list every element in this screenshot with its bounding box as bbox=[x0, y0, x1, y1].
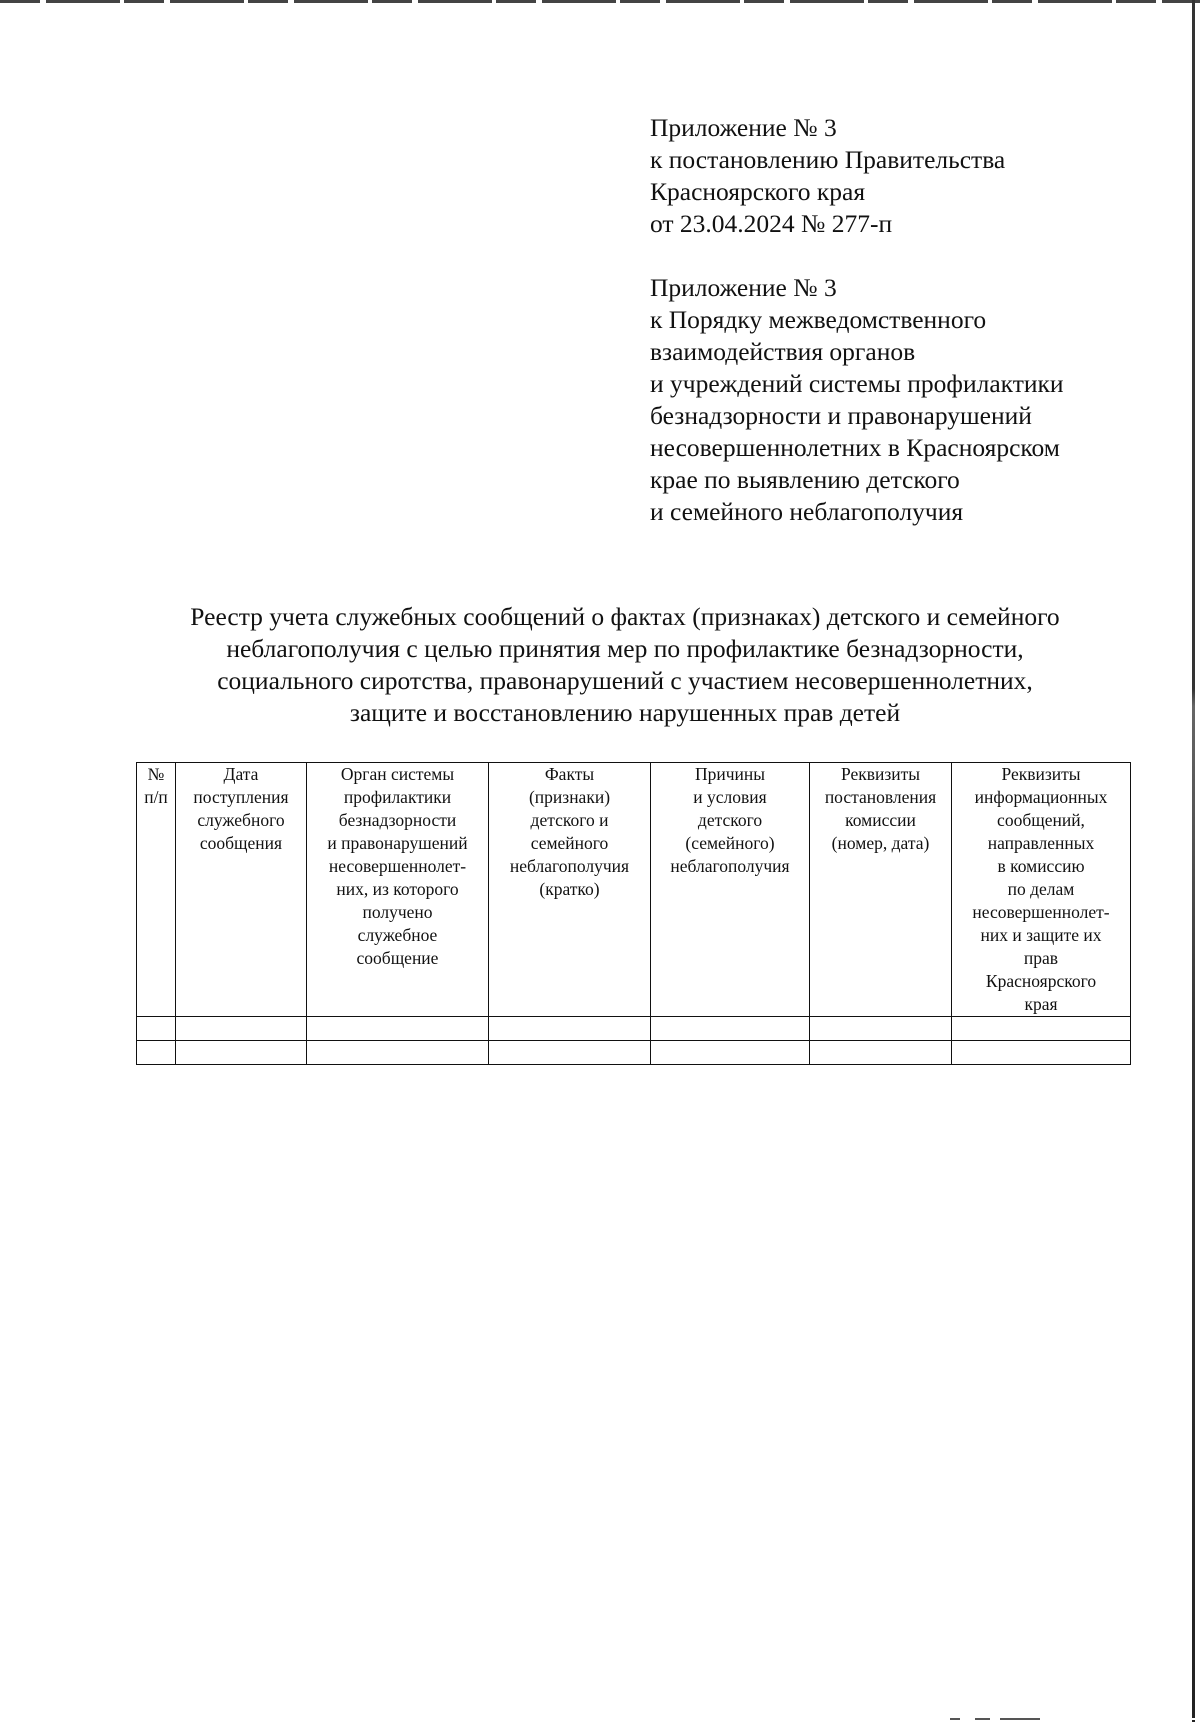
header-line: постановления bbox=[824, 787, 937, 807]
appendix-line: к Порядку межведомственного bbox=[650, 305, 987, 334]
header-line: служебное bbox=[357, 925, 438, 945]
header-line: них и защите их bbox=[980, 925, 1102, 945]
header-line: Дата bbox=[223, 764, 259, 784]
header-line: безнадзорности bbox=[338, 810, 457, 830]
header-line: семейного bbox=[530, 833, 609, 853]
header-line: № bbox=[147, 764, 165, 784]
header-line: детского bbox=[697, 810, 763, 830]
header-line: по делам bbox=[1007, 879, 1075, 899]
scan-edge-right bbox=[1192, 0, 1195, 1722]
table-cell bbox=[651, 1017, 810, 1041]
header-line: сообщение bbox=[356, 948, 439, 968]
header-line: Красноярского bbox=[985, 971, 1097, 991]
header-line: получено bbox=[362, 902, 433, 922]
header-line: Факты bbox=[544, 764, 595, 784]
header-line: (номер, дата) bbox=[831, 833, 930, 853]
title-line: неблагополучия с целью принятия мер по профилактике безнадзорности, bbox=[226, 634, 1024, 663]
table-cell bbox=[952, 1041, 1131, 1065]
table-cell bbox=[489, 1017, 651, 1041]
appendix-line: крае по выявлению детского bbox=[650, 465, 960, 494]
column-header-number bbox=[137, 763, 176, 1017]
table-cell bbox=[810, 1017, 952, 1041]
header-line: края bbox=[1024, 994, 1058, 1014]
table-cell bbox=[489, 1041, 651, 1065]
header-line: Реквизиты bbox=[840, 764, 921, 784]
header-line: профилактики bbox=[343, 787, 452, 807]
appendix-line: взаимодействия органов bbox=[650, 337, 916, 366]
appendix-line: и учреждений системы профилактики bbox=[650, 369, 1064, 398]
header-line: Причины bbox=[694, 764, 766, 784]
header-line: прав bbox=[1023, 948, 1059, 968]
table-row bbox=[137, 1041, 1131, 1065]
appendix-line: несовершеннолетних в Красноярском bbox=[650, 433, 1060, 462]
table-cell bbox=[176, 1041, 307, 1065]
header-line: неблагополучия bbox=[509, 856, 630, 876]
appendix-line: безнадзорности и правонарушений bbox=[650, 401, 1032, 430]
table-cell bbox=[307, 1017, 489, 1041]
header-line: п/п bbox=[144, 787, 168, 807]
document-title bbox=[130, 601, 1120, 729]
column-header-agency bbox=[307, 763, 489, 1017]
table-cell bbox=[137, 1041, 176, 1065]
appendix-line: от 23.04.2024 № 277-п bbox=[650, 209, 893, 238]
header-line: детского и bbox=[530, 810, 609, 830]
header-line: них, из которого bbox=[336, 879, 459, 899]
title-line: социального сиротства, правонарушений с участием несовершеннолетних, bbox=[217, 666, 1033, 695]
column-header-commission-resolution bbox=[810, 763, 952, 1017]
table-cell bbox=[810, 1041, 952, 1065]
header-line: несовершеннолет- bbox=[328, 856, 467, 876]
header-line: (семейного) bbox=[685, 833, 775, 853]
scan-edge-bottom bbox=[0, 1718, 1200, 1720]
column-header-facts bbox=[489, 763, 651, 1017]
scan-edge-top bbox=[0, 0, 1200, 3]
column-header-info-messages bbox=[952, 763, 1131, 1017]
header-line: информационных bbox=[974, 787, 1108, 807]
table-cell bbox=[137, 1017, 176, 1041]
title-line: защите и восстановлению нарушенных прав детей bbox=[349, 698, 901, 727]
header-line: неблагополучия bbox=[670, 856, 790, 876]
header-line: служебного bbox=[197, 810, 285, 830]
header-line: и правонарушений bbox=[327, 833, 468, 853]
table-cell bbox=[176, 1017, 307, 1041]
appendix-line: Красноярского края bbox=[650, 177, 866, 206]
header-line: в комиссию bbox=[997, 856, 1085, 876]
header-line: несовершеннолет- bbox=[972, 902, 1110, 922]
appendix-line: к постановлению Правительства bbox=[650, 145, 1006, 174]
table-cell bbox=[651, 1041, 810, 1065]
appendix-line: и семейного неблагополучия bbox=[650, 497, 964, 526]
appendix-procedure-header bbox=[650, 272, 1170, 528]
table-header-row bbox=[137, 763, 1131, 1017]
table-row bbox=[137, 1017, 1131, 1041]
table-cell bbox=[952, 1017, 1131, 1041]
column-header-date bbox=[176, 763, 307, 1017]
header-line: (признаки) bbox=[528, 787, 611, 807]
column-header-causes bbox=[651, 763, 810, 1017]
header-line: сообщений, bbox=[997, 810, 1085, 830]
header-line: (кратко) bbox=[539, 879, 600, 899]
header-line: и условия bbox=[693, 787, 767, 807]
registry-table bbox=[136, 762, 1131, 1065]
appendix-government-header bbox=[650, 112, 1170, 240]
title-line: Реестр учета служебных сообщений о фактах (признаках) детского и семейного bbox=[190, 602, 1060, 631]
header-line: Реквизиты bbox=[1001, 764, 1081, 784]
header-line: комиссии bbox=[845, 810, 916, 830]
header-line: поступления bbox=[193, 787, 289, 807]
appendix-line: Приложение № 3 bbox=[650, 113, 837, 142]
header-line: Орган системы bbox=[340, 764, 455, 784]
header-line: направленных bbox=[987, 833, 1095, 853]
table-cell bbox=[307, 1041, 489, 1065]
header-line: сообщения bbox=[199, 833, 283, 853]
appendix-line: Приложение № 3 bbox=[650, 273, 837, 302]
